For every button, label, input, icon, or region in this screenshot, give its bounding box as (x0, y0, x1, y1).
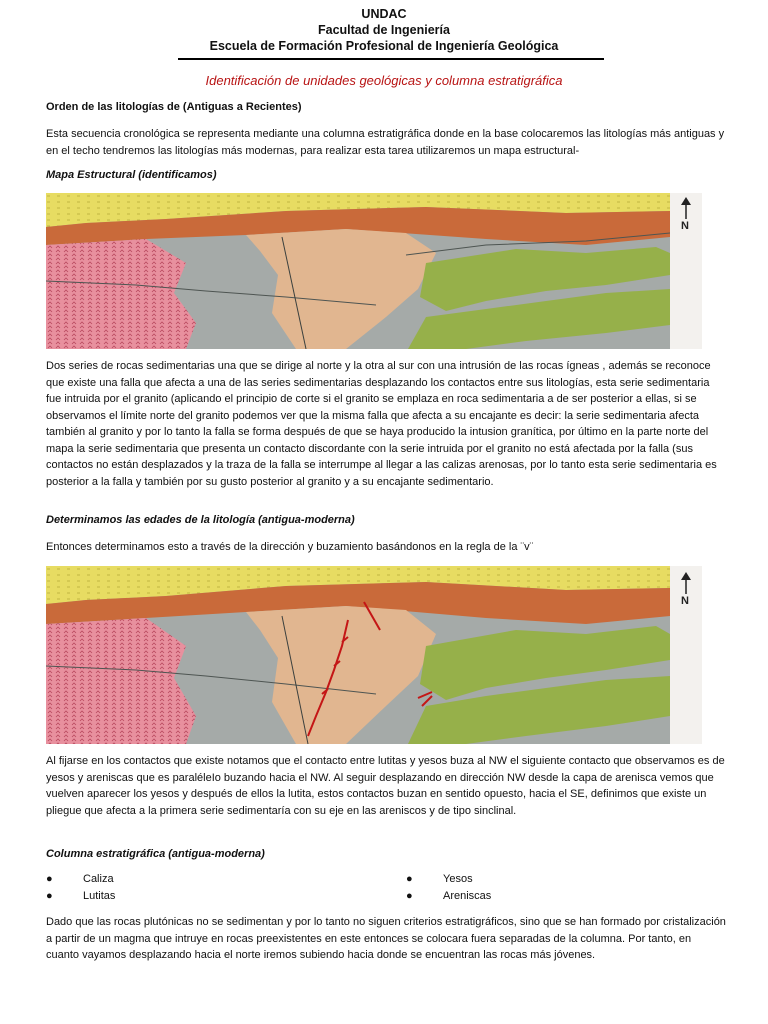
section-heading-column: Columna estratigráfica (antigua-moderna) (46, 848, 265, 860)
paragraph-intro: Esta secuencia cronológica se representa mediante una columna estratigráfica donde en la base colocaremos las litologías más antiguas y en el techo tendremos las litologías más modernas, para realizar esta tarea utilizaremos un mapa estructural- (46, 128, 725, 157)
list-item (406, 888, 491, 905)
bullet-icon: ● (406, 890, 413, 902)
structural-map-image (46, 193, 702, 349)
list-item-label: Caliza (83, 873, 114, 885)
list-item-label: Yesos (443, 873, 473, 885)
list-item-label: Areniscas (443, 890, 492, 902)
structural-map-annotated-image (46, 566, 702, 744)
list-item (46, 871, 114, 888)
header-faculty: Facultad de Ingeniería (318, 23, 450, 37)
paragraph-v-rule: Entonces determinamos esto a través de la dirección y buzamiento basándonos en la regla de la ¨v¨ (46, 541, 534, 553)
section-heading-ages: Determinamos las edades de la litología (antigua-moderna) (46, 514, 355, 526)
header-rule (178, 58, 604, 60)
section-heading-map: Mapa Estructural (identificamos) (46, 169, 217, 181)
document-header (0, 6, 768, 54)
list-item-label: Lutitas (83, 890, 116, 902)
bullet-icon: ● (46, 890, 53, 902)
list-item (406, 871, 473, 888)
pink-granite-unit (46, 239, 196, 349)
list-item (46, 888, 115, 905)
paragraph-plutonic-rocks: Dado que las rocas plutónicas no se sedimentan y por lo tanto no siguen criterios estratigráficos, sino que se han formado por cristalización a partir de un magma que intruye en rocas preexistentes en este entonces se colocara fuera separadas de la columna. Por tanto, en cuanto vayamos desplazando hacia el norte iremos subiendo hacia donde se encuentran las rocas más jóvenes. (46, 916, 726, 961)
north-label: N (681, 595, 689, 607)
header-university: UNDAC (361, 7, 407, 21)
paragraph-contacts: Al fijarse en los contactos que existe notamos que el contacto entre lutitas y yesos buza al NW el siguiente contacto que observamos es de yesos y areniscas que es paraléleIo buzando hacia el NW. Al seguir desplazando en dirección NW desde la capa de arenisca vemos que vuelven aparecer los yesos y después de ellos la lutita, estos contactos buzan en sentido opuesto, hacia el SE, definimos que existe un pliegue que afecta a la primera serie sedimentaría con su eje en las areniscos y de tipo sinclinal. (46, 755, 725, 817)
header-school: Escuela de Formación Profesional de Ingeniería Geológica (209, 39, 559, 53)
paragraph-map-description: Dos series de rocas sedimentarias una que se dirige al norte y la otra al sur con una intrusión de las rocas ígneas , además se reconoce que existe una falla que afecta a una de las series sedimentarias desplazando los contactos entre sus litologías, esta serie sedimentaria fue intruida por el granito (aplicando el principio de corte si el granito se emplaza en roca sedimentaria a de ser posterior a ellas, si se observamos el límite norte del granito podemos ver que la misma falla que afecta a su encajante es decir: la serie sedimentaria afecta también al granito y por lo tanto la falla se forma después de que se haya producido la intusion granítica, por último en la parte norte del mapa la serie sedimentaria que presenta un contacto discordante con la serie intruida por el granito no está afectada por la falla (sus contactos no están desplazados y la traza de la falla se interrumpe al llegar a las calizas arenosas, por lo tanto esta serie sedimentaria es posterior a la falla y también por su gusto posterior al granito y a su encajante sedimentario. (46, 360, 717, 488)
section-heading-order: Orden de las litologías de (Antiguas a Recientes) (46, 101, 302, 113)
bullet-icon: ● (46, 873, 53, 885)
north-label: N (681, 220, 689, 232)
document-title: Identificación de unidades geológicas y columna estratigráfica (205, 73, 563, 88)
bullet-icon: ● (406, 873, 413, 885)
